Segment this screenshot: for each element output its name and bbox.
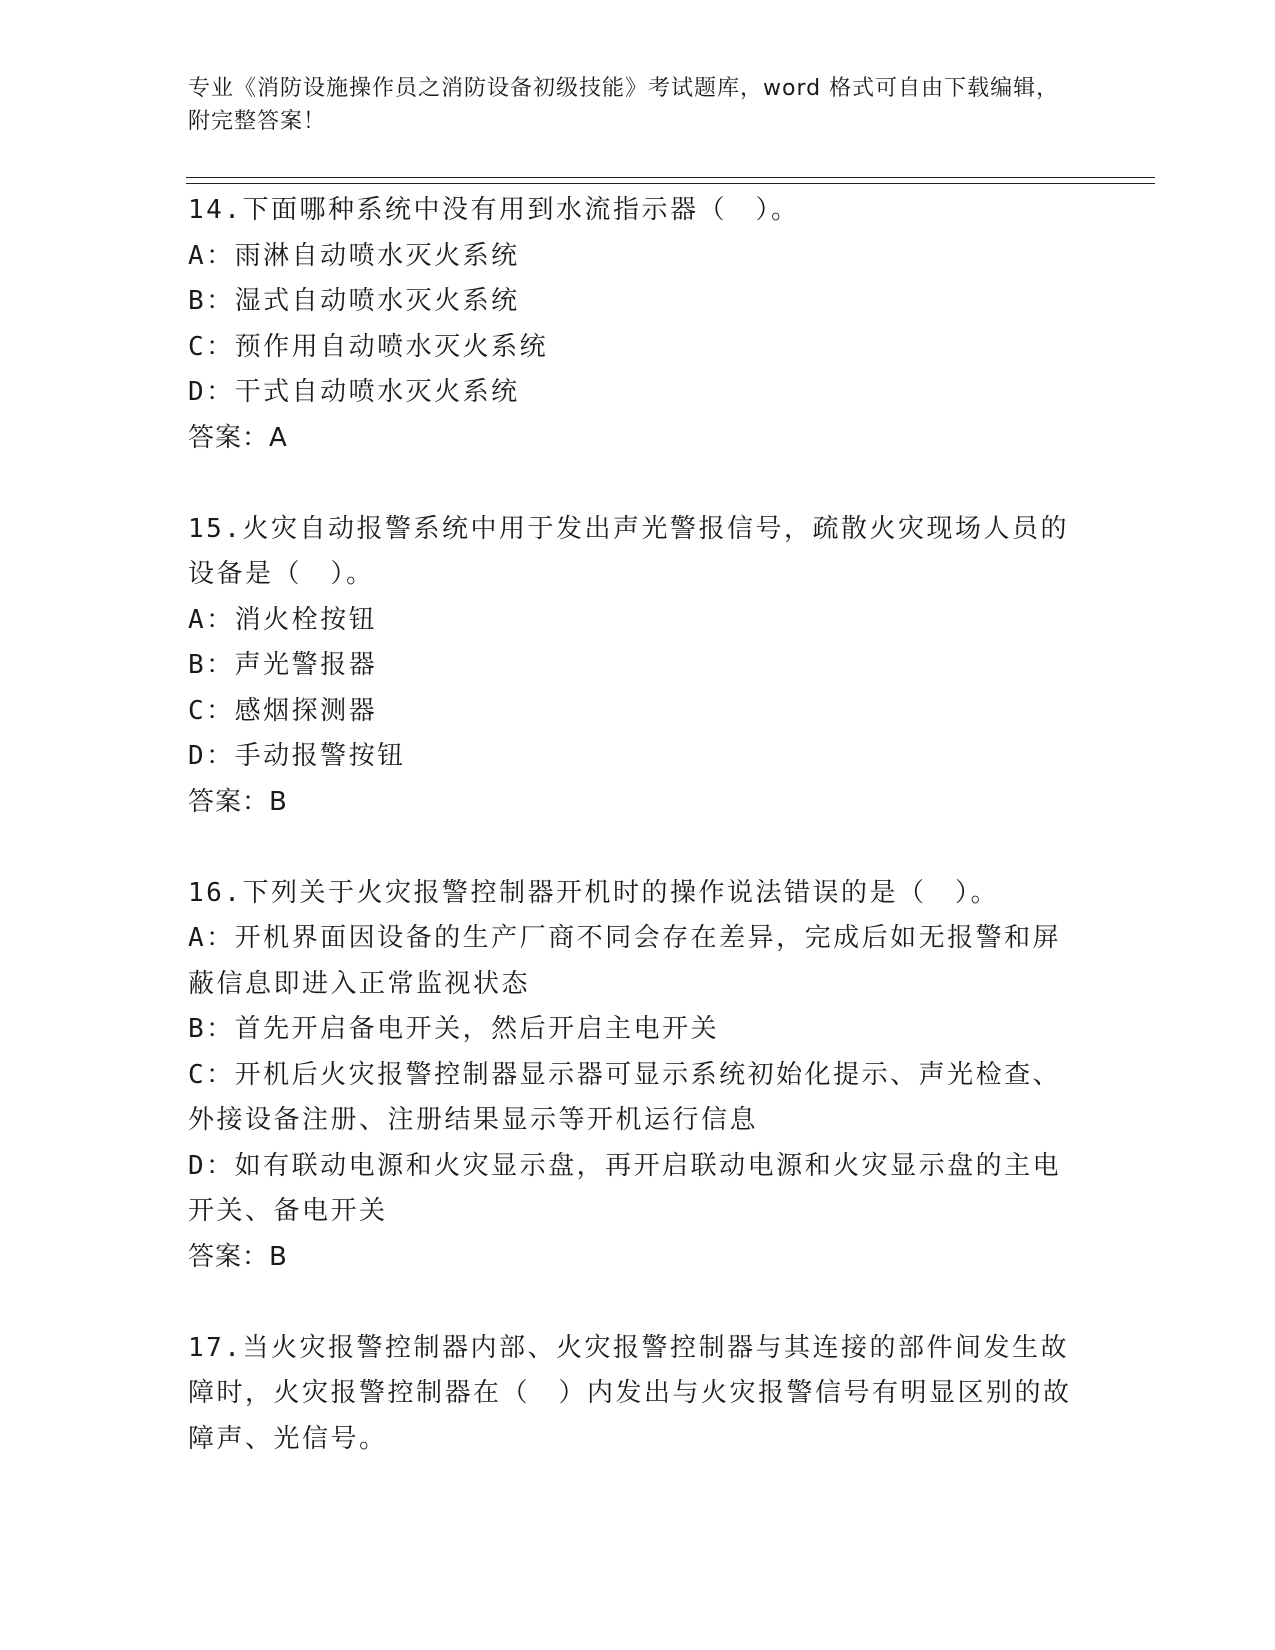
answer: 答案：B xyxy=(188,1241,288,1272)
option-b: B：湿式自动喷水灭火系统 xyxy=(188,286,520,316)
question-stem: 16.下列关于火灾报警控制器开机时的操作说法错误的是（ ）。 xyxy=(188,877,999,908)
question-stem: 15.火灾自动报警系统中用于发出声光警报信号，疏散火灾现场人员的设备是（ ）。 xyxy=(188,513,1069,589)
document-header xyxy=(188,72,1068,138)
spacer xyxy=(188,1280,1078,1326)
spacer xyxy=(188,825,1078,871)
question-14 xyxy=(188,188,1078,461)
question-17 xyxy=(188,1326,1078,1463)
spacer xyxy=(188,461,1078,507)
answer: 答案：A xyxy=(188,422,288,453)
option-c: C：感烟探测器 xyxy=(188,695,378,726)
question-16 xyxy=(188,871,1078,1281)
option-d: D：手动报警按钮 xyxy=(188,741,406,771)
option-c: C：开机后火灾报警控制器显示器可显示系统初始化提示、声光检查、外接设备注册、注册结果显示等开机运行信息 xyxy=(188,1059,1062,1135)
option-d: D：如有联动电源和火灾显示盘，再开启联动电源和火灾显示盘的主电开关、备电开关 xyxy=(188,1150,1062,1226)
option-b: B：首先开启备电开关，然后开启主电开关 xyxy=(188,1014,720,1044)
option-a: A：消火栓按钮 xyxy=(188,604,378,635)
header-divider-top xyxy=(186,177,1155,178)
question-stem: 14.下面哪种系统中没有用到水流指示器（ ）。 xyxy=(188,195,800,225)
option-c: C：预作用自动喷水灭火系统 xyxy=(188,331,549,362)
header-text: 专业《消防设施操作员之消防设备初级技能》考试题库，word 格式可自由下载编辑，附完整答案！ xyxy=(188,76,1060,134)
header-divider-bottom xyxy=(186,183,1155,184)
option-d: D：干式自动喷水灭火系统 xyxy=(188,377,520,407)
question-15 xyxy=(188,507,1078,826)
option-b: B：声光警报器 xyxy=(188,650,378,680)
answer: 答案：B xyxy=(188,786,288,817)
question-stem: 17.当火灾报警控制器内部、火灾报警控制器与其连接的部件间发生故障时，火灾报警控制器在（ ）内发出与火灾报警信号有明显区别的故障声、光信号。 xyxy=(188,1332,1072,1454)
question-list xyxy=(188,188,1078,1462)
option-a: A：开机界面因设备的生产厂商不同会存在差异，完成后如无报警和屏蔽信息即进入正常监视状态 xyxy=(188,923,1062,999)
option-a: A：雨淋自动喷水灭火系统 xyxy=(188,240,520,271)
